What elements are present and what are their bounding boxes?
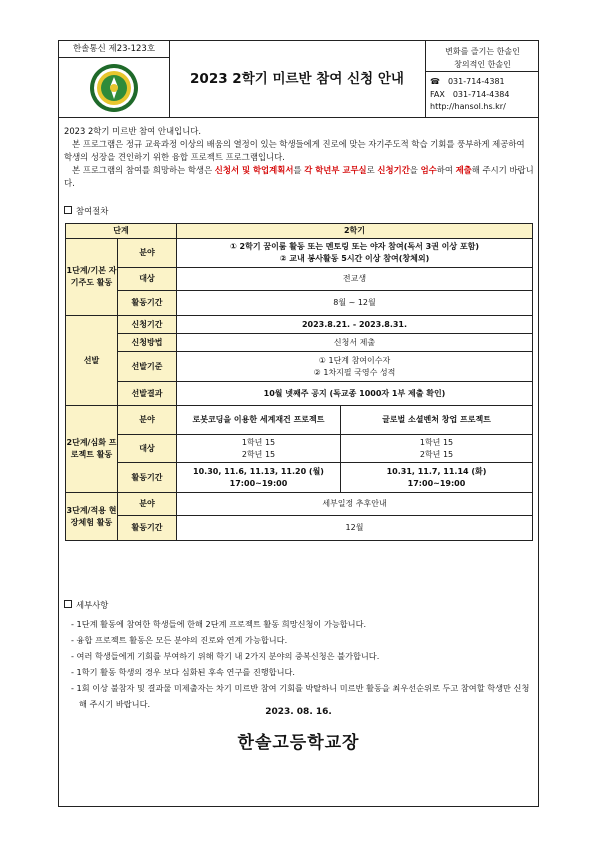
- label-field: 분야: [118, 493, 177, 516]
- header-semester: 2학기: [177, 224, 533, 239]
- list-item: - 1학기 활동 학생의 경우 보다 심화된 후속 연구를 진행합니다.: [71, 667, 296, 677]
- letter-header: [59, 41, 538, 118]
- intro-line-1: 2023 2학기 미르반 참여 안내입니다.: [64, 126, 202, 136]
- label-period: 활동기간: [118, 463, 177, 493]
- label-criteria: 선발기준: [118, 352, 177, 382]
- label-target: 대상: [118, 435, 177, 463]
- label-field: 분야: [118, 239, 177, 268]
- project-a-field: 로봇코딩을 이용한 세계재건 프로젝트: [177, 406, 341, 435]
- list-item: - 융합 프로젝트 활동은 모든 분야의 진로와 연계 가능합니다.: [71, 635, 288, 645]
- school-signature: 한솔고등학교장: [237, 733, 360, 753]
- document-page: [58, 40, 539, 807]
- stage-selection: 선발: [66, 316, 118, 406]
- label-apply-period: 신청기간: [118, 316, 177, 334]
- section-heading-procedure: 참여절차: [64, 205, 108, 217]
- intro-paragraph-2: 본 프로그램은 정규 교육과정 이상의 배움의 열정이 있는 학생들에게 진로에 맞는 자기주도적 학습 기회를 풍부하게 제공하여 학생의 성장을 견인하기 위한 융합 프로젝트 프로그램입니다.: [64, 139, 525, 162]
- details-list: [69, 616, 534, 712]
- section-heading-details: 세부사항: [64, 599, 108, 611]
- header-left: [59, 41, 170, 117]
- issue-number: 한솔통신 제23-123호: [59, 41, 169, 58]
- label-period: 활동기간: [118, 291, 177, 316]
- school-emblem-icon: [89, 63, 139, 113]
- checkbox-square-icon: [64, 600, 72, 608]
- fax-number: FAX 031-714-4384: [430, 90, 510, 99]
- list-item: - 여러 학생들에게 기회를 부여하기 위해 학기 내 2가지 분야의 중복신청은 불가합니다.: [71, 651, 380, 661]
- header-contact: [425, 41, 539, 117]
- project-b-target: 1학년 15 2학년 15: [341, 435, 533, 463]
- stage-1-field: ① 2학기 꿈이룸 활동 또는 멘토링 또는 야자 참여(독서 3권 이상 포함) ② 교내 봉사활동 5시간 이상 참여(창체외): [177, 239, 533, 268]
- project-a-target: 1학년 15 2학년 15: [177, 435, 341, 463]
- label-field: 분야: [118, 406, 177, 435]
- label-period: 활동기간: [118, 516, 177, 541]
- list-item: - 1단계 활동에 참여한 학생들에 한해 2단계 프로젝트 활동 희망신청이 가능합니다.: [71, 619, 367, 629]
- stage-1-period: 8월 ~ 12월: [177, 291, 533, 316]
- intro-text: [64, 125, 534, 190]
- label-apply-method: 신청방법: [118, 334, 177, 352]
- intro-paragraph-3: 본 프로그램의 참여를 희망하는 학생은 신청서 및 학업계획서를 각 학년부 교무실로 신청기간을 엄수하여 제출해 주시기 바랍니다.: [64, 165, 534, 188]
- phone-number: ☎ 031-714-4381: [430, 77, 505, 86]
- list-item: - 1회 이상 불참자 및 결과물 미제출자는 차기 미르반 참여 기회를 박탈하니 미르반 활동을 최우선순위로 두고 참여할 학생만 신청해 주시기 바랍니다.: [71, 683, 530, 709]
- project-a-period: 10.30, 11.6, 11.13, 11.20 (월) 17:00~19:00: [177, 463, 341, 493]
- slogan-2: 창의적인 한솔인: [454, 60, 511, 69]
- header-stage: 단계: [66, 224, 177, 239]
- stage-3-field: 세부일정 추후안내: [177, 493, 533, 516]
- label-target: 대상: [118, 268, 177, 291]
- procedure-table: [65, 223, 533, 541]
- slogan-1: 변화를 즐기는 한솔인: [445, 47, 520, 56]
- selection-result: 10월 넷째주 공지 (독교종 1000자 1부 제출 확인): [177, 382, 533, 406]
- website-url[interactable]: http://hansol.hs.kr/: [430, 102, 506, 111]
- issue-date: 2023. 08. 16.: [265, 707, 332, 717]
- stage-1: 1단계/기본 자기주도 활동: [66, 239, 118, 316]
- selection-apply-period: 2023.8.21. - 2023.8.31.: [177, 316, 533, 334]
- stage-3-period: 12월: [177, 516, 533, 541]
- page-title: 2023 2학기 미르반 참여 신청 안내: [190, 71, 404, 87]
- selection-apply-method: 신청서 제출: [177, 334, 533, 352]
- project-b-field: 글로벌 소셜벤처 창업 프로젝트: [341, 406, 533, 435]
- stage-2: 2단계/심화 프로젝트 활동: [66, 406, 118, 493]
- checkbox-square-icon: [64, 206, 72, 214]
- stage-3: 3단계/적용 현장체험 활동: [66, 493, 118, 541]
- stage-1-target: 전교생: [177, 268, 533, 291]
- label-result: 선발결과: [118, 382, 177, 406]
- project-b-period: 10.31, 11.7, 11.14 (화) 17:00~19:00: [341, 463, 533, 493]
- selection-criteria: ① 1단계 참여이수자 ② 1차지필 국영수 성적: [177, 352, 533, 382]
